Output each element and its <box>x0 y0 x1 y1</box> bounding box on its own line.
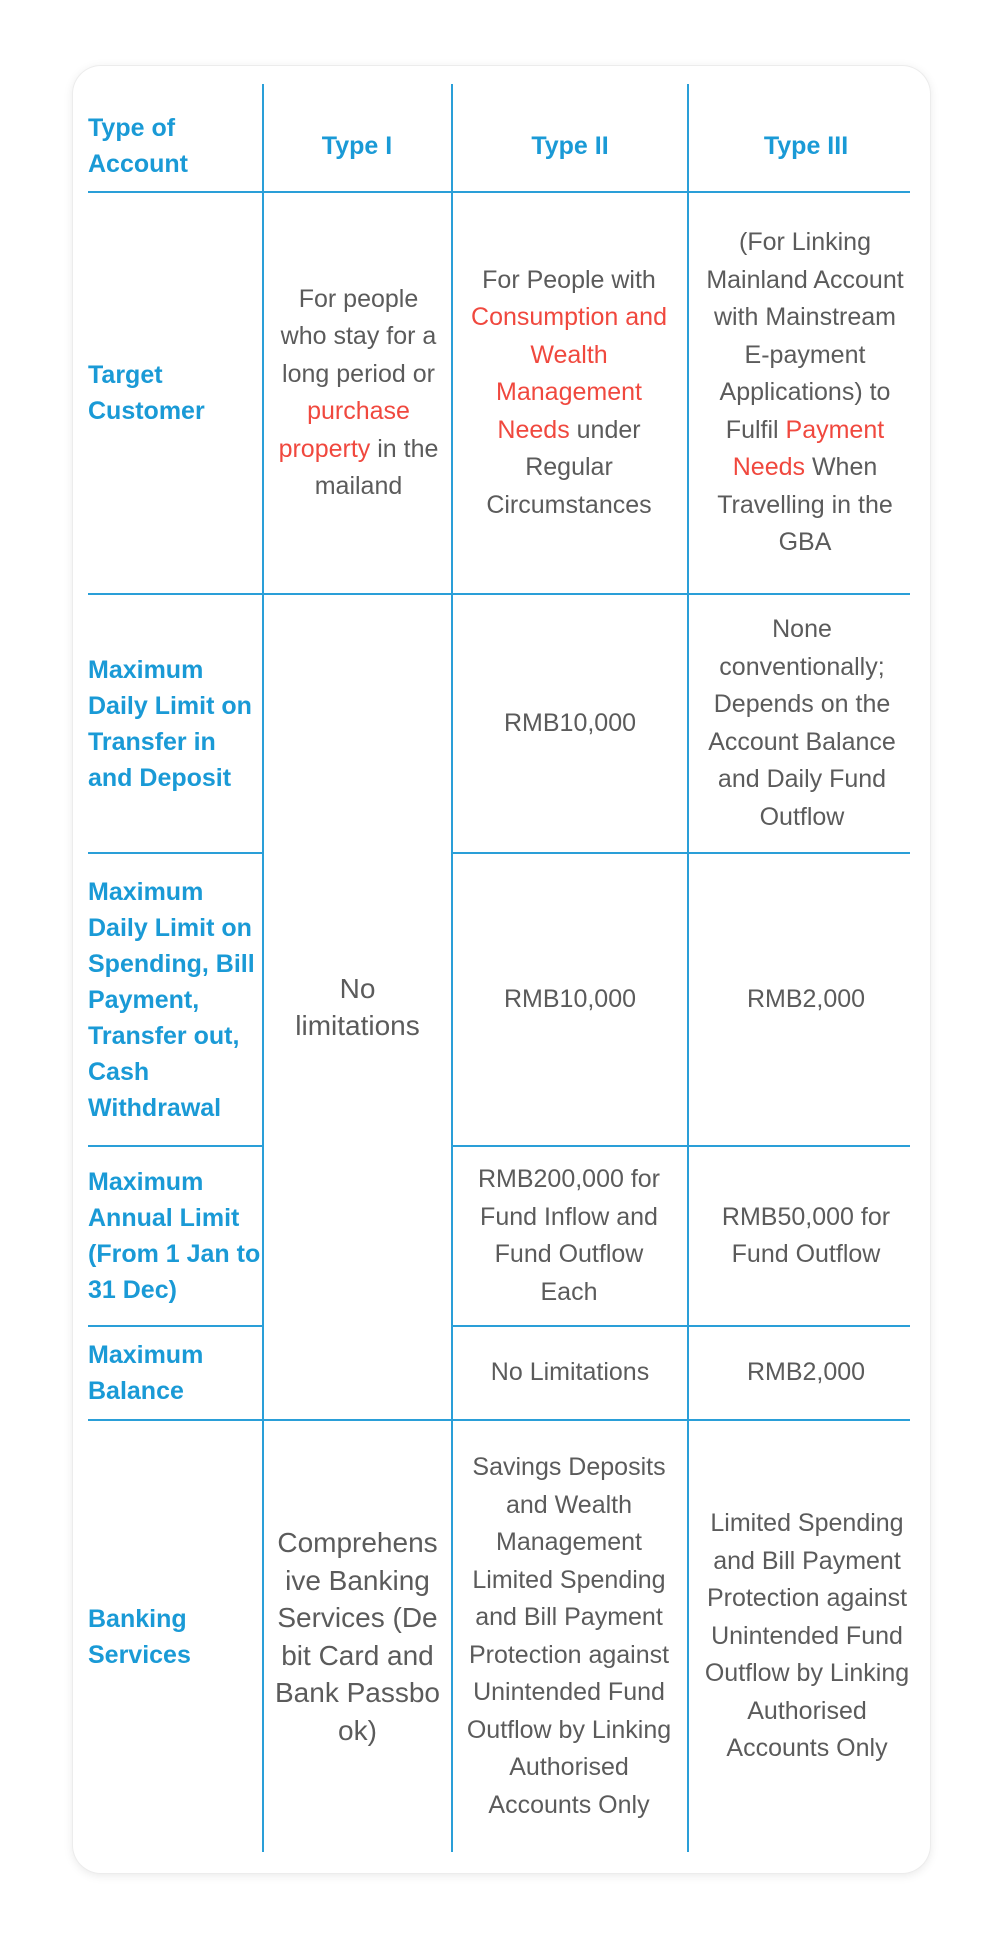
highlight-payment-needs: Payment Needs <box>732 415 885 482</box>
cell-target-type2: For People with Consumption and Wealth Management Needs under Regular Circumstances <box>471 265 667 519</box>
highlight-consumption-wealth: Consumption and Wealth Management Needs <box>471 303 667 444</box>
header-type-3: Type III <box>763 131 849 160</box>
cell-annual-type2: RMB200,000 for Fund Inflow and Fund Outflow Each <box>477 1165 661 1306</box>
highlight-purchase-property: purchase property <box>278 397 410 463</box>
cell-target-type3: (For Linking Mainland Account with Mainstream E-payment Applications) to Fulfil Payment Needs When Travelling in the GBA <box>706 228 904 557</box>
row-label-spending: Maximum Daily Limit on Spending, Bill Payment, Transfer out, Cash Withdrawal <box>88 877 255 1122</box>
header-type-2: Type II <box>531 131 609 160</box>
row-label-target: Target Customer <box>88 361 205 425</box>
cell-annual-type3: RMB50,000 for Fund Outflow <box>721 1202 891 1268</box>
cell-balance-type3: RMB2,000 <box>746 1358 866 1387</box>
cell-transfer-in-type2: RMB10,000 <box>503 708 637 737</box>
row-label-transfer-in: Maximum Daily Limit on Transfer in and Deposit <box>88 655 252 792</box>
cell-spending-type3: RMB2,000 <box>746 984 866 1013</box>
type-of-account-label: Type of Account <box>88 114 188 178</box>
header-type-1: Type I <box>321 131 393 160</box>
cell-banking-type2: Savings Deposits and Wealth Management Limited Spending and Bill Payment Protection against Unintended Fund Outflow by Linking Authorised Accounts Only <box>466 1453 672 1819</box>
cell-banking-type1: Comprehensive Banking Services (Debit Card and Bank Passbook) <box>275 1527 440 1746</box>
cell-spending-type2: RMB10,000 <box>503 984 637 1013</box>
cell-type1-no-limitations: No limitations <box>295 972 420 1041</box>
header-row-label <box>88 100 263 192</box>
cell-banking-type3: Limited Spending and Bill Payment Protection against Unintended Fund Outflow by Linking Authorised Accounts Only <box>704 1509 910 1763</box>
row-label-banking: Banking Services <box>88 1604 191 1669</box>
cell-balance-type2: No Limitations <box>490 1358 650 1387</box>
cell-transfer-in-type3: None conventionally; Depends on the Account Balance and Daily Fund Outflow <box>708 615 896 831</box>
row-label-balance: Maximum Balance <box>88 1341 204 1405</box>
cell-target-type1: For people who stay for a long period or purchase property in the mailand <box>278 284 439 500</box>
row-label-annual: Maximum Annual Limit (From 1 Jan to 31 Dec) <box>88 1168 261 1304</box>
